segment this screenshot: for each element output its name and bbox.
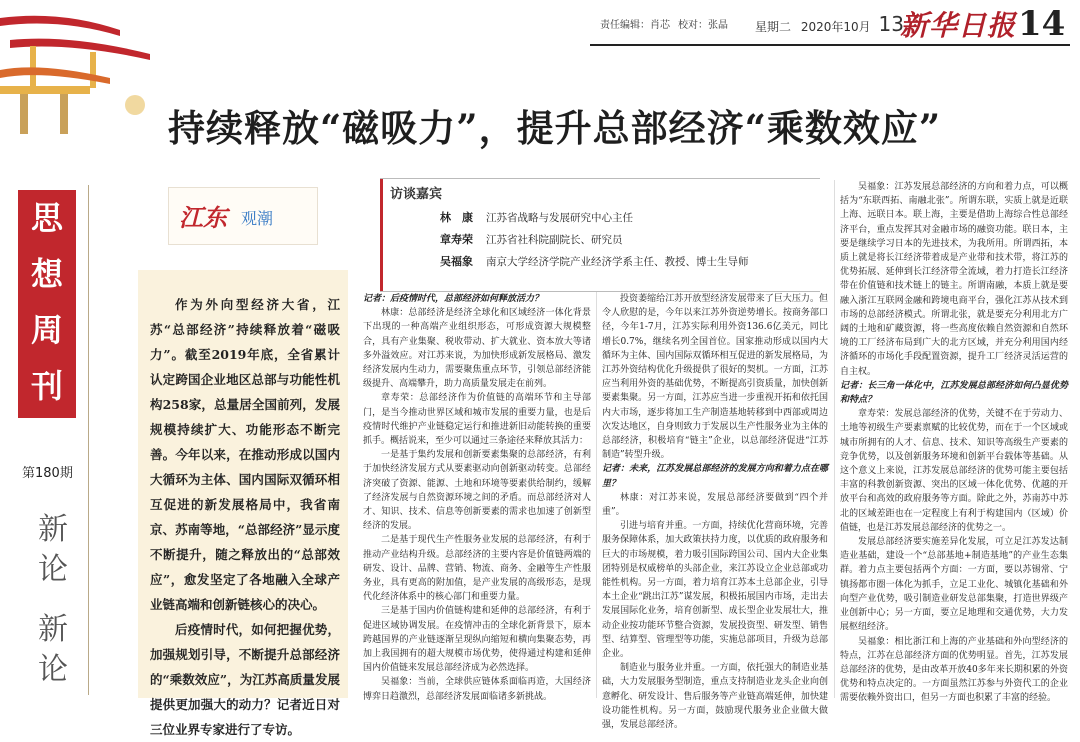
article-paragraph: 章寿荣：总部经济作为价值链的高端环节和主导部门，是当今推动世界区域和城市发展的重要力量，也是后疫情时代维护产业链稳定运行和推进新旧动能转换的重要抓手。概括说来，至少可以通过三条途径来释放其活力：	[363, 393, 591, 447]
article-paragraph: 二是基于现代生产性服务业发展的总部经济，有利于推动产业结构升级。总部经济的主要内容是价值链两端的研发、设计、品牌、营销、物流、商务、金融等生产性服务业，具有更高的附加值，是产业发展的高级形态，是现代化经济体系中的核心部门和重要力量。	[363, 535, 591, 603]
column-divider	[596, 292, 597, 698]
column-name-char: 思	[30, 199, 63, 237]
guest-title: 南京大学经济学院产业经济学系主任、教授、博士生导师	[486, 256, 749, 268]
editor-label: 责任编辑：肖芯	[600, 20, 670, 31]
guests-accent-bar	[380, 179, 383, 291]
column-name-bar	[18, 190, 76, 418]
article-paragraph: 吴福象：相比浙江和上海的产业基础和外向型经济的特点，江苏在总部经济方面的优势明显。首先，江苏发展总部经济的优势，是由改革开放40多年来长期积累的外资优势和特点决定的。一方面虽然江苏参与外资代工的企业需要依赖外资出口，但另一方面也积累了丰富的经验。	[840, 636, 1068, 704]
rubric-char: 论	[38, 652, 68, 687]
rubric-char: 新	[38, 612, 68, 647]
column-divider	[834, 180, 835, 698]
article-column-3	[840, 180, 1068, 704]
reporter-question: 记者：后疫情时代，总部经济如何释放活力？	[363, 294, 544, 304]
column-name-char: 周	[30, 311, 63, 349]
guest-entry	[440, 253, 749, 269]
article-paragraph: 一是基于集约发展和创新要素集聚的总部经济，有利于加快经济发展方式从要素驱动向创新驱动转变。总部经济突破了资源、能源、土地和环境等要素供给制约，缓解了经济发展与自然资源环境之间的矛盾。而总部经济对人才、知识、技术、信息等创新要素的需求也加速了创新型经济的发展。	[363, 450, 591, 532]
rubric-char: 论	[38, 552, 68, 587]
intro-paragraph: 作为外向型经济大省，江苏“总部经济”持续释放着“磁吸力”。截至2019年底，全省累计认定跨国企业地区总部与功能性机构258家，总量居全国前列，发展规模持续扩大、功能形态不断完善。今年以来，在推动形成以国内大循环为主体、国内国际双循环相互促进的新发展格局中，我省南京、苏南等地，“总部经济”显示度不断提升，随之释放出的“总部效应”，愈发坚定了各地融入全球产业链高端和创新链核心的决心。	[150, 297, 340, 612]
article-paragraph: 三是基于国内价值链构建和延伸的总部经济，有利于促进区域协调发展。在疫情冲击的全球化新背景下，原本跨越国界的产业链逐渐呈现纵向缩短和横向集聚态势，再加上我国拥有的超大规模市场优势，使得通过构建和延伸国内价值链来发展总部经济成为必然选择。	[363, 606, 591, 674]
guests-title: 访谈嘉宾	[390, 187, 443, 202]
rubric-char: 新	[38, 512, 68, 547]
article-paragraph: 制造业与服务业并重。一方面，依托强大的制造业基础，大力发展服务型制造，重点支持制造业龙头企业向创意孵化、研发设计、售后服务等产业链高端延伸，加快建设功能性机构。另一方面，鼓励现代服务业企业做大做强，发展总部经济。	[602, 663, 828, 731]
page-number: 14	[1018, 4, 1066, 44]
article-paragraph: 林康：总部经济是经济全球化和区域经济一体化背景下出现的一种高端产业组织形态，可形成资源大规模整合，具有产业集聚、税收带动、扩大就业、资本放大等诸多外溢效应。对江苏来说，为加快形成新发展格局、激发经济发展内生动力，需要聚焦重点环节，引领总部经济能级提升、高端攀升，助力高质量发展走在前列。	[363, 308, 591, 390]
guest-entry	[440, 231, 623, 247]
sidebar-divider	[88, 185, 89, 695]
article-paragraph: 章寿荣：发展总部经济的优势，关键不在于劳动力、土地等初级生产要素禀赋的比较优势，而在于一个区域或城市所拥有的人才、信息、技术、知识等高级生产要素的竞争优势，以及创新服务环境和创新平台载体等基础。从这个意义上来说，江苏发展总部经济的优势可能主要包括丰富的科教创新资源、突出的区域一体化优势、优越的开放平台和高效的政府服务等方面。除此之外，苏南苏中苏北的区域差距也在一定程度上有利于构建国内（区域）价值链，也是江苏发展总部经济的优势之一。	[840, 409, 1068, 533]
issue-date	[755, 12, 904, 36]
article-column-1	[363, 292, 591, 702]
column-name-char: 想	[30, 255, 63, 293]
intro-paragraph: 后疫情时代，如何把握优势，加强规划引导，不断提升总部经济的“乘数效应”，为江苏高质量发展提供更加强大的动力？记者近日对三位业界专家进行了专访。	[150, 622, 340, 737]
article-paragraph: 投资萎缩给江苏开放型经济发展带来了巨大压力。但令人欣慰的是，今年以来江苏外资逆势增长。按商务部口径，今年1-7月，江苏实际利用外资136.6亿美元，同比增长0.7%，继续名列全国首位。国家推动形成以国内大循环为主体、国内国际双循环相互促进的新发展格局，为江苏外资结构优化升级提供了很好的契机。一方面，江苏应当利用外资的基础优势，不断提高引资质量，加快创新要素集聚。另一方面，江苏应当进一步重视开拓和依托国内大市场，逐步将加工生产制造基地转移到中西部或周边次发达地区，自身则致力于发展以生产性服务业为主体的总部经济，积极培育“链主”企业，以总部经济促进“江苏制造”转型升级。	[602, 294, 828, 461]
logo-name: 江东	[179, 203, 227, 232]
reporter-question: 记者：未来，江苏发展总部经济的发展方向和着力点在哪里？	[602, 464, 828, 489]
logo-sub: 观潮	[241, 209, 274, 228]
guest-entry	[440, 209, 633, 225]
guests-box	[380, 178, 820, 292]
article-paragraph: 吴福象：江苏发展总部经济的方向和着力点，可以概括为“东联西拓、南融北张”。所谓东联，实质上就是近联上海、远联日本。联上海，主要是借助上海综合性总部经济平台，重点发挥其对金融市场的融资功能。联日本，主要是继续学习日本的先进技术，为我所用。所谓西拓，本质上就是将长江经济带着成是产业带和技术带，将江苏的优势拓展、延伸到长江经济带全流域，着力打造长江经济带在价值链和技术链上的链主。所谓南融，本质上就是要融入浙江互联网金融和跨境电商平台，强化江苏从技术到市场的总部经济模式。所谓北张，就是要充分利用北方广阔的土地和矿藏资源，将一些高度依赖自然资源和自然环境的工厂经济布局到广大的北方区域，并充分利用国内经济循环的市场化手段配置资源，提升工厂经济灵活运营的自主权。	[840, 182, 1068, 377]
date-day: 13	[878, 12, 904, 36]
article-paragraph: 吴福象：当前，全球供应链体系面临再造，大国经济博弈日趋激烈，总部经济发展面临诸多新挑战。	[363, 677, 591, 702]
masthead: 新华日报	[900, 9, 1017, 42]
checker-label: 校对：张晶	[678, 20, 728, 31]
article-paragraph: 林康：对江苏来说，发展总部经济要做到“四个并重”。	[602, 492, 828, 518]
pavilion-roof-illustration	[0, 0, 170, 140]
issue-number: 第180期	[22, 466, 73, 481]
column-logo	[168, 187, 318, 245]
guest-name: 章寿荣	[440, 233, 473, 246]
guest-title: 江苏省战略与发展研究中心主任	[486, 212, 633, 224]
article-column-2	[602, 292, 828, 731]
weekday: 星期二	[755, 20, 792, 34]
date-text: 2020年10月	[800, 20, 871, 34]
article-paragraph: 引进与培育并重。一方面，持续优化营商环境，完善服务保障体系，加大政策扶持力度，以优质的政府服务和巨大的市场规模，着力吸引国际跨国公司、国内大企业集团特别是权威榜单的头部企业，来江苏设立企业总部或功能性机构。另一方面，着力培育江苏本土总部企业，引导本土企业“跳出江苏”谋发展，积极拓展国内市场，走出去发展国际化业务，培育创新型、成长型企业发展壮大，推动企业按功能环节整合资源，发展投资型、研发型、销售型、结算型、管理型等功能，实施总部项目，升级为总部企业。	[602, 521, 828, 660]
guest-name: 林 康	[440, 211, 473, 224]
intro-box	[138, 270, 348, 737]
page-headline: 持续释放“磁吸力”，提升总部经济“乘数效应”	[168, 106, 942, 150]
column-name-char: 刊	[30, 367, 63, 405]
header-rule	[590, 44, 1070, 46]
guest-title: 江苏省社科院副院长、研究员	[486, 234, 623, 246]
reporter-question: 记者：长三角一体化中，江苏发展总部经济如何凸显优势和特点？	[840, 380, 1068, 406]
guest-name: 吴福象	[440, 255, 473, 268]
article-paragraph: 发展总部经济要实施差异化发展，可立足江苏发达制造业基础，建设一个“总部基地+制造基地”的产业生态集群。着力点主要包括两个方面：一方面，要以苏锡常、宁镇扬都市圈一体化为抓手，立足工业化、城镇化基础和外向型产业优势，吸引制造业研发总部集聚，打造世界级产业创新中心；另一方面，要立足地理和交通优势，大力发展枢纽经济。	[840, 537, 1068, 633]
